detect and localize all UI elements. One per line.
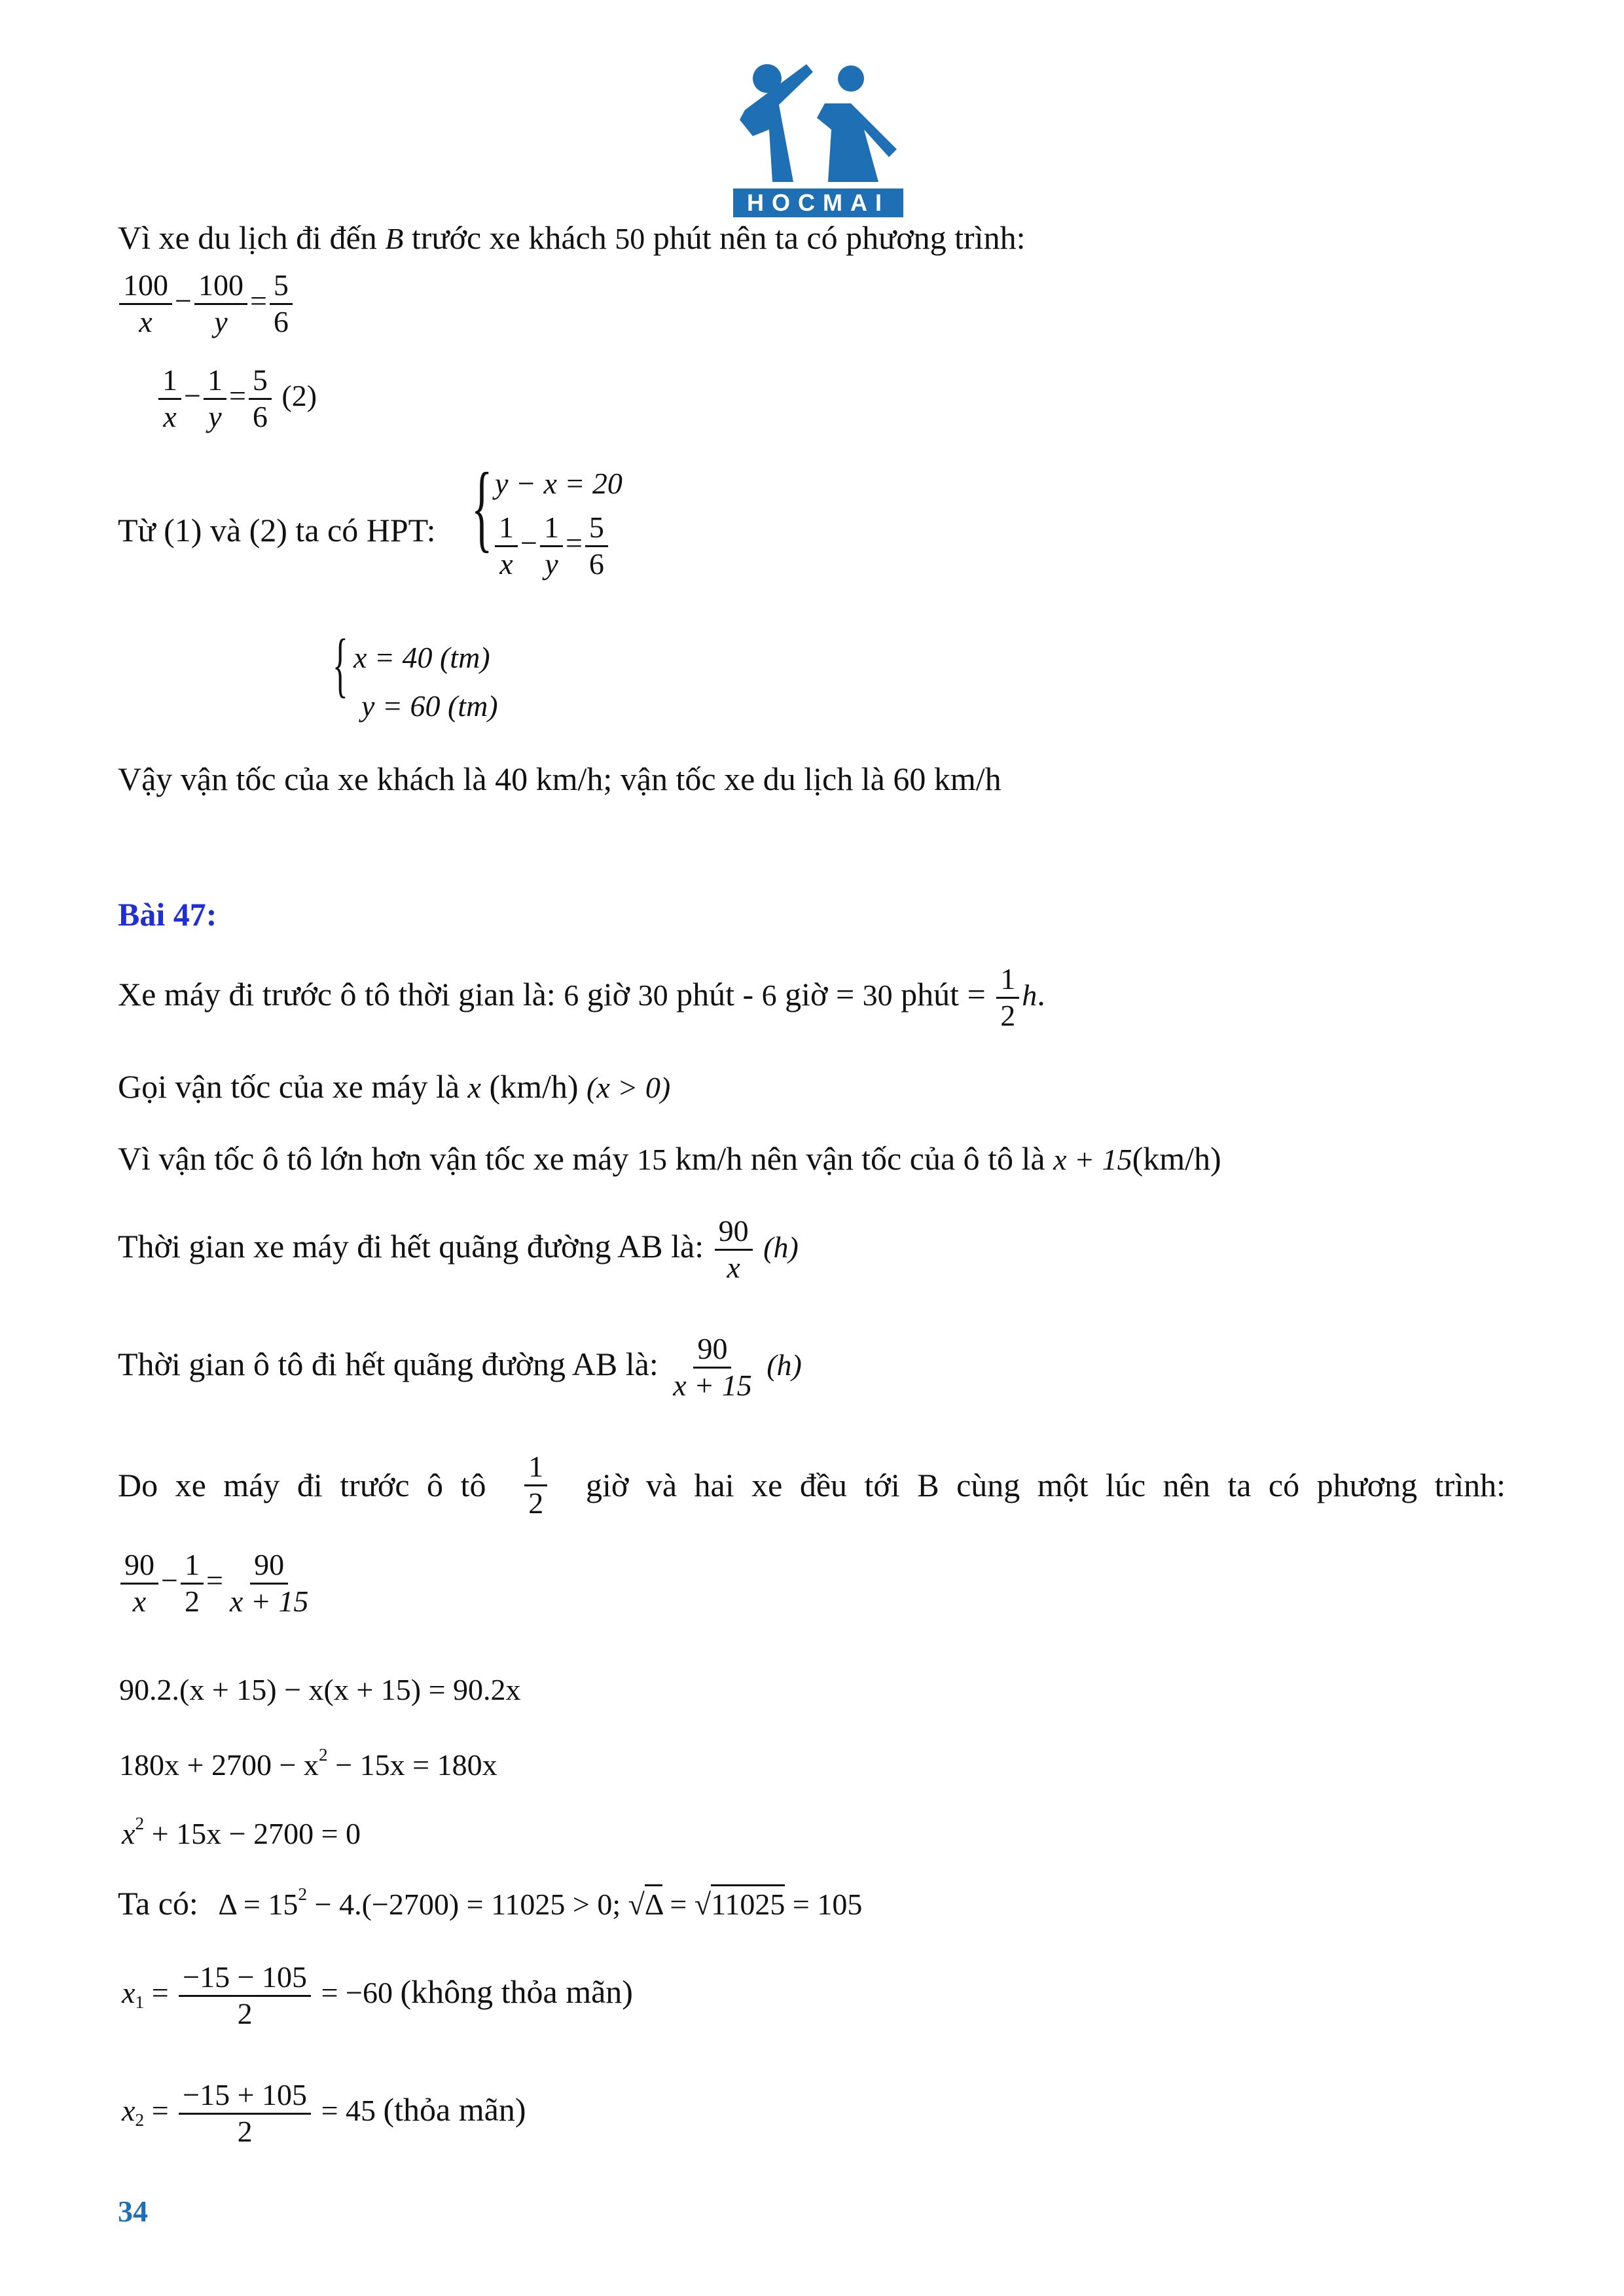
l1-den: 2 [1000,998,1016,1032]
x2-num: −15 + 105 [179,2078,311,2115]
b47-eq-2: 90.2.(x + 15) − x(x + 15) = 90.2x [119,1673,521,1706]
eq1-num2: 100 [194,268,247,305]
l5-den: x + 15 [673,1368,752,1402]
eq2-minus: − [184,378,201,412]
l1-dot: . [1037,975,1045,1013]
e5-sup: 2 [298,1884,308,1904]
sol-line-2 [361,689,498,723]
x2-x: x [122,2093,135,2127]
equation-1 [117,268,295,340]
l1-i: 30 [862,978,893,1012]
sqrt-icon: √ [628,1888,645,1922]
l1-f: 6 [761,978,777,1012]
hpt-brace: { [471,453,493,562]
b47-x1 [122,1960,633,2032]
b47-line-3 [118,1142,1221,1175]
conclusion: Vậy vận tốc của xe khách là 40 km/h; vận tốc xe du lịch là 60 km/h [118,761,1001,797]
logo-text: HOCMAI [747,189,890,216]
e1-den2: 2 [184,1584,200,1618]
hpt-num2: 1 [540,511,563,547]
hocmai-logo-bar [733,188,903,217]
x1-num: −15 − 105 [179,1960,311,1997]
eq2-den1: x [163,399,177,433]
hpt-eq: = [565,526,583,560]
l1-c: giờ [586,975,630,1013]
hpt-den1: x [499,547,513,581]
p1-text-a: Vì xe du lịch đi đến [118,219,377,256]
e3-sup: 2 [318,1744,328,1765]
b47-x2 [122,2078,526,2149]
eq1-eq: = [249,283,267,317]
sol-line-1 [353,640,490,675]
sqrt-icon-2: √ [694,1888,712,1922]
l1-d: 30 [638,978,668,1012]
l3-b: 15 [637,1143,667,1176]
eq2-den2: y [208,399,222,433]
e1-den1: x [132,1584,147,1618]
eq2-den3: 6 [252,399,268,433]
l1-e: phút - [676,975,754,1013]
sol-l1: x = 40 [353,641,433,674]
e1-num3: 90 [250,1548,288,1585]
b47-eq-1 [118,1548,315,1619]
e4-sup: 2 [135,1813,145,1833]
l6-b: giờ và hai xe đều tới B cùng một lúc nên ta có phương trình: [586,1467,1506,1504]
hpt-l1: y − x = 20 [495,467,623,500]
e5-a: Ta có: [118,1885,198,1922]
hocmai-figures-icon [733,58,903,188]
l4-a: Thời gian xe máy đi hết quãng đường AB là: [118,1227,704,1265]
b47-line-1 [118,962,1045,1033]
hocmai-logo [733,58,903,221]
l1-j: phút [901,975,960,1013]
paragraph-1 [118,221,1025,254]
eq1-den2: y [214,304,228,338]
l3-c: km/h nên vận tốc của ô tô là [675,1140,1045,1177]
x1-eq: = [151,1975,169,2009]
hpt-line-1 [495,466,623,501]
x2-note: (thỏa mãn) [383,2090,526,2128]
e1-eq: = [206,1563,223,1597]
hpt-label: Từ (1) và (2) ta có HPT: [118,512,436,548]
eq1-den1: x [139,304,153,338]
eq2-num1: 1 [158,363,181,400]
b47-line-5 [118,1332,802,1403]
e4-a: x [122,1817,135,1851]
l6-a: Do xe máy đi trước ô tô [118,1467,486,1504]
l5-unit: (h) [767,1348,802,1382]
eq2-num3: 5 [249,363,272,400]
l6-den: 2 [528,1486,544,1520]
b47-eq-4 [122,1813,361,1851]
e5-e: = [662,1888,695,1922]
l3-a: Vì vận tốc ô tô lớn hơn vận tốc xe máy [118,1140,629,1177]
l2-b: x [467,1071,481,1104]
x2-sub: 2 [135,2109,145,2130]
x2-den: 2 [237,2114,253,2148]
l2-a: Gọi vận tốc của xe máy là [118,1068,460,1105]
l5-num: 90 [693,1332,731,1369]
l1-g: giờ [785,975,828,1013]
e5-h: = 105 [785,1888,863,1922]
l4-num: 90 [715,1214,753,1251]
p1-text-e: phút nên ta có phương trình: [653,219,1026,256]
hpt-line-2 [492,511,611,582]
l4-unit: (h) [763,1230,799,1264]
x1-res: = −60 [321,1975,393,2009]
p1-num-50: 50 [615,222,645,255]
eq1-minus: − [175,283,192,317]
x1-note: (không thỏa mãn) [400,1973,633,2010]
x2-res: = 45 [321,2093,376,2127]
e1-minus: − [161,1563,178,1597]
sol-t1: (tm) [439,641,490,674]
eq1-num1: 100 [119,268,172,305]
l1-text-a: Xe máy đi trước ô tô thời gian là: [118,975,556,1013]
hpt-num1: 1 [495,511,518,547]
x1-den: 2 [237,1996,253,2030]
l5-a: Thời gian ô tô đi hết quãng đường AB là: [118,1345,659,1382]
b47-eq-5 [118,1885,862,1920]
l1-k: = [967,975,986,1013]
l3-e: (km/h) [1132,1140,1221,1177]
l2-c: (km/h) [489,1068,579,1105]
b47-line-6 [118,1450,1506,1521]
l1-h: = [835,975,855,1013]
hpt-den3: 6 [588,547,604,581]
p1-text-c: trước xe khách [411,219,607,256]
l3-d: x + 15 [1053,1143,1132,1176]
e5-g: 11025 [711,1884,785,1921]
eq2-tag: (2) [281,378,317,412]
equation-2 [156,363,317,435]
sol-t2: (tm) [447,689,498,723]
l4-den: x [727,1250,740,1284]
x1-sub: 1 [135,1992,145,2013]
sol-brace: { [333,624,348,704]
l6-num: 1 [524,1450,547,1486]
section-heading: Bài 47: [118,896,217,933]
e4-b: + 15x − 2700 = 0 [144,1817,361,1851]
hpt-den2: y [545,547,558,581]
l1-unit: h [1022,978,1038,1012]
l1-b: 6 [564,978,579,1012]
e1-den3: x + 15 [229,1584,309,1618]
e1-num1: 90 [120,1548,158,1585]
e1-num2: 1 [181,1548,204,1585]
eq1-den3: 6 [273,304,289,338]
e5-b: Δ = 15 [218,1888,298,1922]
eq1-num3: 5 [270,268,293,305]
b47-line-4 [118,1214,799,1285]
hpt-num3: 5 [585,511,608,547]
eq2-eq: = [228,378,246,412]
l1-num: 1 [996,962,1019,999]
p1-var-b: B [385,222,404,255]
eq2-num2: 1 [204,363,226,400]
x2-eq: = [151,2093,169,2127]
x1-x: x [122,1975,135,2009]
b47-eq-3 [119,1744,497,1782]
l2-d: (x > 0) [586,1071,671,1104]
hpt-minus: − [520,526,537,560]
e3-a: 180x + 2700 − x [119,1748,319,1782]
page-number: 34 [118,2195,148,2228]
sol-l2: y = 60 [361,689,441,723]
e5-c: − 4.(−2700) = 11025 > 0; [307,1888,621,1922]
e5-d: Δ [645,1884,662,1921]
b47-line-2 [118,1070,670,1103]
e3-b: − 15x = 180x [327,1748,497,1782]
